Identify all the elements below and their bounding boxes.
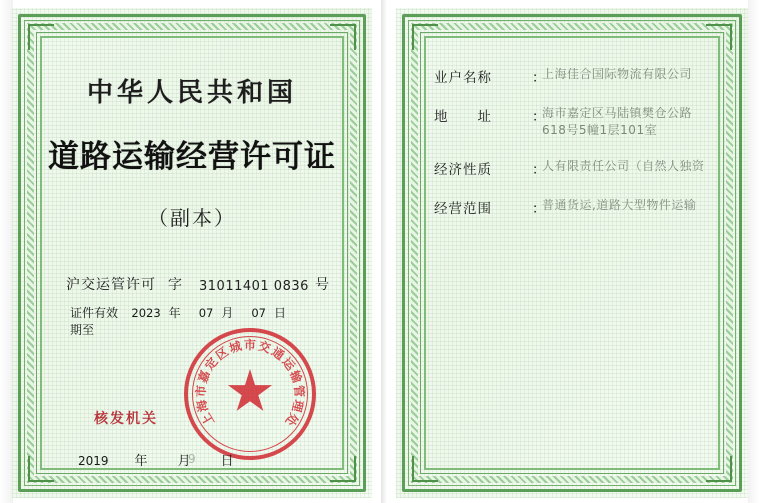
seal-arc-char: 理 [289,398,306,414]
validity-year: 2023 [131,306,161,320]
permit-number-line [66,274,330,294]
validity-day-unit: 日 [273,306,286,320]
info-field-value-line1: 海市嘉定区马陆镇樊仓公路 [542,106,693,120]
info-field-value-line1: 普通货运,道路大型物件运输 [542,198,697,212]
info-field-label: 经营范围 [434,201,492,217]
seal-arc-char: 嘉 [195,368,213,385]
country-name: 中华人民共和国 [86,78,297,108]
info-field-colon: ： [532,109,546,125]
permit-number-zi: 字 [168,277,183,293]
info-field-label: 业户名称 [434,70,492,86]
seal-arc-char: 上 [199,410,218,429]
seal-arc-char: 市 [193,384,209,398]
right-page-content [428,42,716,464]
seal-arc-char: 区 [213,344,232,363]
seal-arc-char: 定 [202,354,221,373]
issue-date-line [78,450,296,469]
info-field-label: 地 址 [434,109,492,125]
info-field-value-line1: 人有限责任公司（自然人独资 [542,159,705,173]
info-field-row [434,158,712,178]
information-field-list [434,66,712,236]
page-edge-right [748,0,759,503]
info-field-value [542,158,712,175]
info-field-row [434,105,712,139]
seal-arc-char: 运 [279,354,298,373]
validity-year-unit: 年 [168,306,181,320]
info-field-colon: ： [532,201,546,217]
seal-arc-char: 处 [282,410,301,429]
info-field-colon: ： [532,162,546,178]
issue-date-faint-day: 9 [188,452,196,466]
issue-year-unit: 年 [134,454,148,469]
info-field-row [434,66,712,86]
document-subtitle: （副本） [148,206,236,230]
info-field-label: 经济性质 [434,162,492,178]
seal-arc-text [188,332,312,456]
page-spine-shadow [381,0,391,503]
issue-day-unit: 日 [220,454,234,469]
certificate-left-page [12,8,372,498]
info-field-colon: ： [532,70,546,86]
seal-arc-char: 城 [227,338,244,356]
info-field-row [434,197,712,217]
validity-month: 07 [198,306,214,320]
info-field-value [542,105,712,139]
left-page-content [44,42,340,469]
permit-number-hao: 号 [315,277,330,293]
info-field-value-line1: 上海佳合国际物流有限公司 [542,67,693,81]
info-field-value [542,197,712,214]
seal-arc-char: 海 [194,398,211,414]
issue-month-unit: 月 [177,454,191,469]
seal-arc-char: 管 [291,384,307,398]
seal-arc-char: 输 [287,368,305,385]
validity-month-unit: 月 [221,306,234,320]
info-field-value [542,66,712,83]
seal-arc-char: 通 [268,344,287,363]
info-field-value-line2: 618号5幢1层101室 [542,123,658,137]
validity-label: 证件有效期至 [70,306,119,337]
document-title: 道路运输经营许可证 [48,139,336,175]
issue-year: 2019 [78,454,109,468]
certificate-right-page [396,8,748,498]
validity-day: 07 [251,306,266,320]
official-seal-stamp [184,328,316,460]
seal-arc-char: 交 [256,338,273,356]
issuer-label: 核发机关 [94,411,158,427]
seal-arc-char: 市 [244,338,257,352]
permit-number-digits: 31011401 0836 [199,279,309,294]
permit-number-prefix: 沪交运管许可 [66,277,156,293]
